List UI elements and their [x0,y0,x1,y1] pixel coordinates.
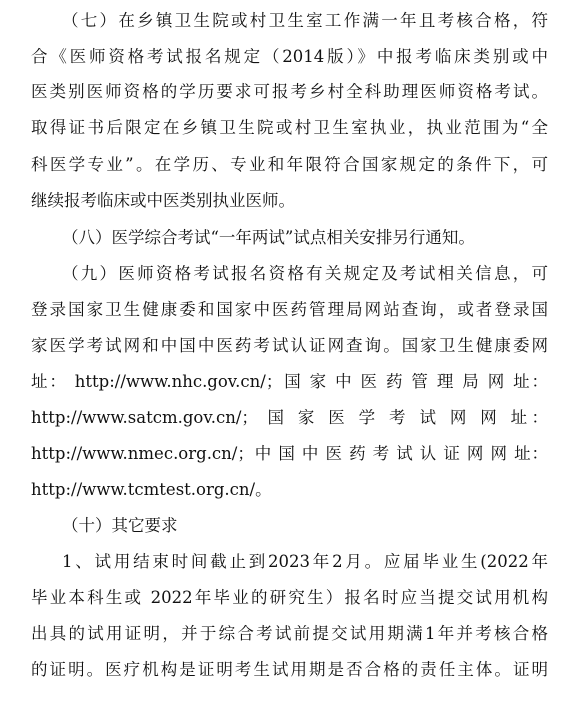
text-line: 毕业本科生或 2022年毕业的研究生）报名时应当提交试用机构 [31,588,548,607]
text-line: http://www.satcm.gov.cn/； 国 家 医 学 考 试 网 网 址： [31,408,548,427]
text-line: （八）医学综合考试“一年两试”试点相关安排另行通知。 [62,228,475,247]
text-line: （七）在乡镇卫生院或村卫生室工作满一年且考核合格，符 [62,11,548,30]
text-line: 1、试用结束时间截止到2023年2月。应届毕业生(2022年 [62,552,548,571]
text-line: http://www.tcmtest.org.cn/。 [31,480,272,499]
text-line: 登录国家卫生健康委和国家中医药管理局网站查询，或者登录国 [31,300,548,319]
text-line: 医类别医师资格的学历要求可报考乡村全科助理医师资格考试。 [31,82,548,101]
text-line: （十）其它要求 [62,516,178,535]
text-line: 取得证书后限定在乡镇卫生院或村卫生室执业，执业范围为“全 [31,118,548,137]
text-line: 的证明。医疗机构是证明考生试用期是否合格的责任主体。证明 [31,660,548,679]
text-line: http://www.nmec.org.cn/；中 国 中 医 药 考 试 认 证 网 网 址： [31,444,548,463]
text-line: 出具的试用证明，并于综合考试前提交试用期满1年并考核合格 [31,624,548,643]
text-line: 家医学考试网和中国中医药考试认证网查询。国家卫生健康委网 [31,336,548,355]
text-line: 科医学专业”。在学历、专业和年限符合国家规定的条件下，可 [31,155,548,174]
text-line: （九）医师资格考试报名资格有关规定及考试相关信息，可 [62,264,548,283]
text-line: 合《医师资格考试报名规定（2014版）》中报考临床类别或中 [31,47,548,66]
text-line: 继续报考临床或中医类别执业医师。 [31,191,295,210]
text-line: 址： http://www.nhc.gov.cn/；国 家 中 医 药 管 理 局 网 址： [31,372,548,391]
